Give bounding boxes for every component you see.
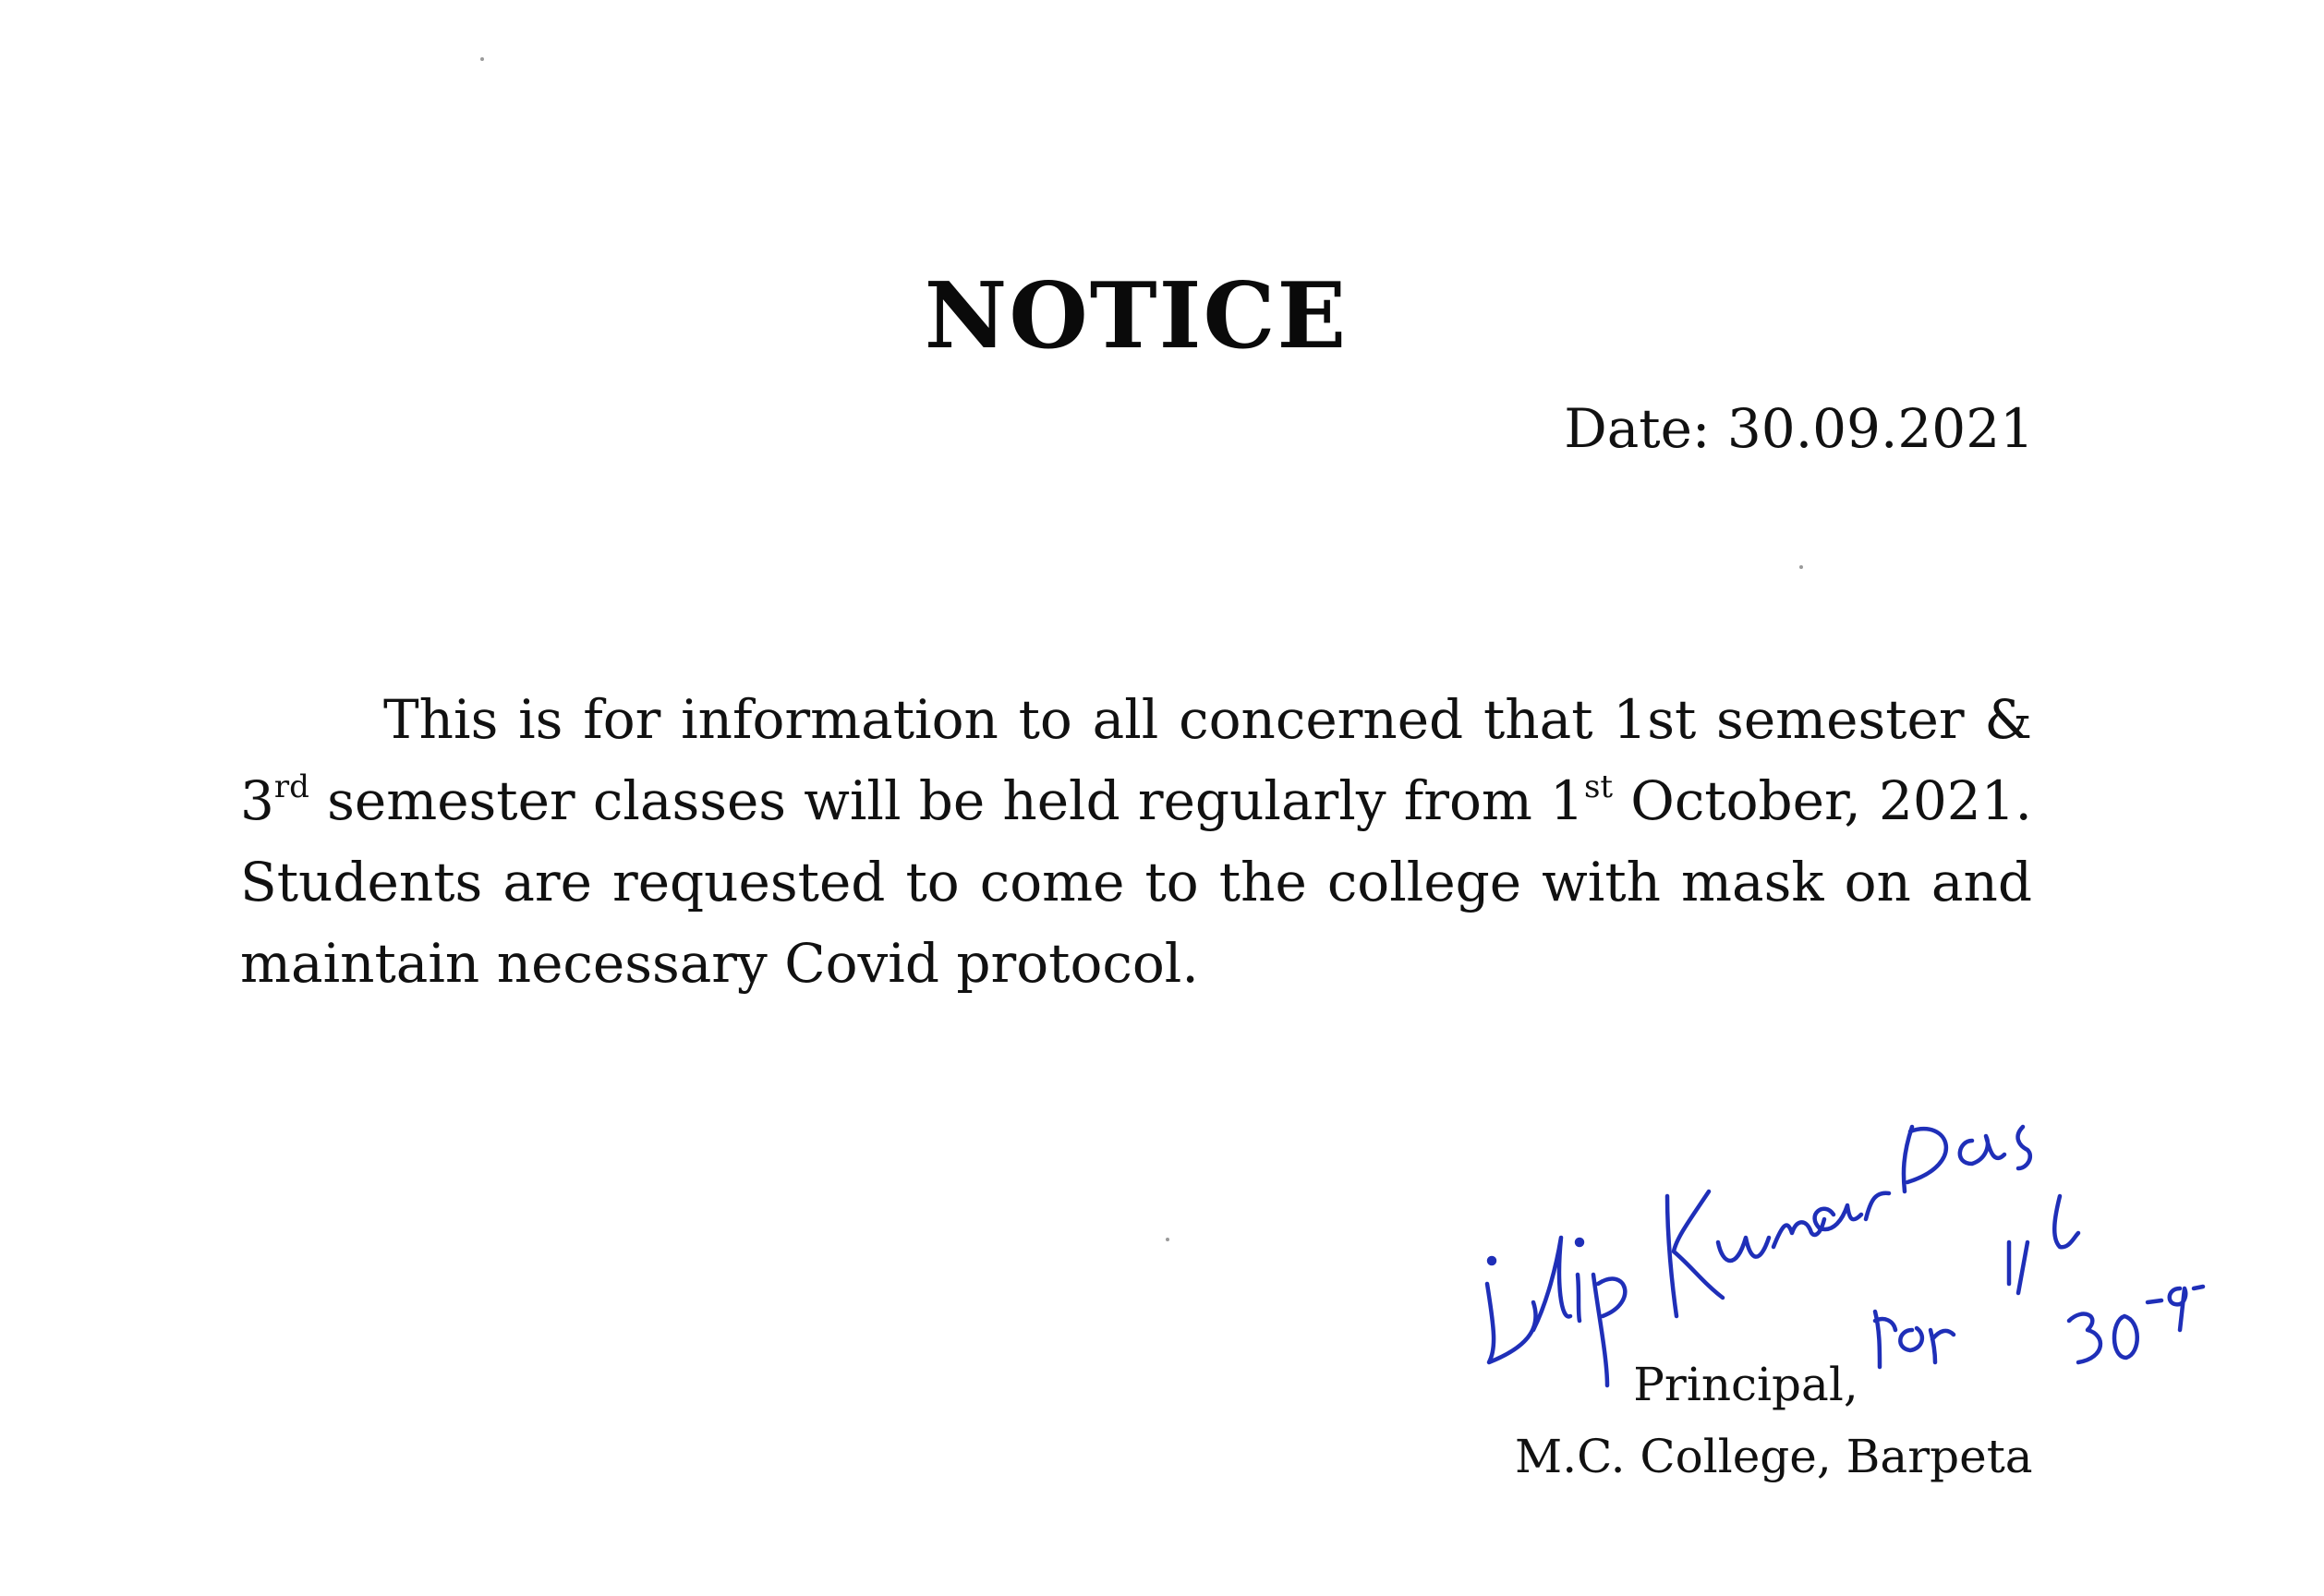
- body-segment-2: semester classes will be held regularly from 1: [309, 769, 1584, 832]
- notice-body: [240, 679, 2032, 1004]
- body-superscript-rd: rd: [273, 768, 309, 805]
- body-superscript-st: st: [1583, 768, 1614, 805]
- notice-title: NOTICE: [924, 263, 1349, 369]
- notice-date: Date: 30.09.2021: [1564, 397, 2034, 460]
- signatory-block: [1515, 1348, 2033, 1493]
- body-segment-3: October, 2021. Students are requested to come to the college with mask on and maintain necessary Covid protocol.: [240, 769, 2032, 995]
- notice-paragraph: [240, 679, 2032, 1004]
- scan-speck: [1166, 1238, 1169, 1241]
- scan-speck: [1799, 565, 1803, 569]
- signatory-designation: Principal,: [1633, 1358, 1858, 1411]
- scan-speck: [480, 57, 484, 61]
- signatory-institution: M.C. College, Barpeta: [1515, 1430, 2033, 1483]
- body-segment-1: This is for information to all concerned that 1st semester & 3: [240, 688, 2032, 832]
